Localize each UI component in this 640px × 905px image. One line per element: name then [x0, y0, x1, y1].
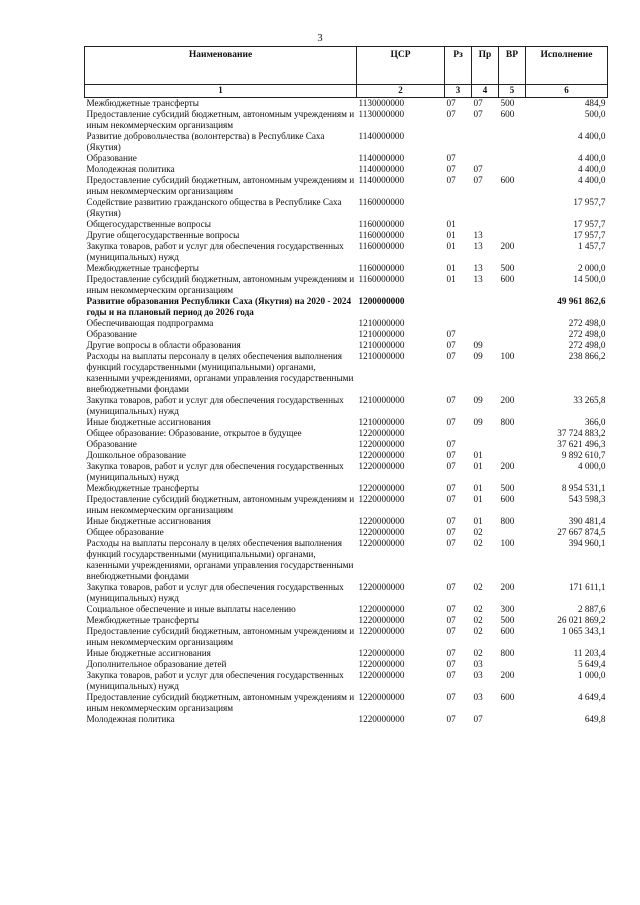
- table-row: [85, 153, 608, 164]
- row-pr: 13: [473, 274, 483, 284]
- row-rz: 07: [446, 670, 456, 680]
- row-csr: 1160000000: [358, 263, 405, 273]
- row-vr: [499, 659, 526, 670]
- row-vr: [499, 428, 526, 439]
- row-vr: [499, 164, 526, 175]
- row-rz: 01: [446, 241, 456, 251]
- row-pr: 02: [473, 615, 483, 625]
- table-row: [85, 230, 608, 241]
- row-csr: 1220000000: [358, 659, 405, 669]
- row-name: Обеспечивающая подпрограмма: [86, 318, 214, 328]
- row-amount: 37 724 883,2: [557, 428, 606, 438]
- row-amount: 4 400,0: [577, 164, 606, 174]
- row-name: Молодежная политика: [86, 164, 175, 174]
- table-row: [85, 604, 608, 615]
- row-name: Дополнительное образование детей: [86, 659, 227, 669]
- row-rz: 07: [446, 439, 456, 449]
- row-csr: 1220000000: [358, 714, 405, 724]
- row-vr: 200: [500, 670, 515, 680]
- column-number: 2: [357, 85, 445, 98]
- row-amount: 500,0: [584, 109, 606, 119]
- row-vr: [499, 714, 526, 725]
- row-pr: 02: [473, 604, 483, 614]
- row-name: Общее образование: [86, 527, 164, 537]
- row-name: Развитие добровольчества (волонтерства) в Республике Саха (Якутия): [86, 131, 325, 152]
- row-amount: 4 000,0: [577, 461, 606, 471]
- table-row: [85, 648, 608, 659]
- table-row: [85, 439, 608, 450]
- table-row: [85, 241, 608, 263]
- row-csr: 1220000000: [358, 516, 405, 526]
- table-row: [85, 340, 608, 351]
- row-vr: 200: [500, 582, 515, 592]
- header-csr: ЦСР: [357, 47, 445, 85]
- row-vr: 800: [500, 516, 515, 526]
- row-rz: 07: [446, 626, 456, 636]
- row-name: Иные бюджетные ассигнования: [86, 516, 211, 526]
- row-rz: 07: [446, 175, 456, 185]
- row-pr: 07: [473, 109, 483, 119]
- row-csr: 1160000000: [358, 219, 405, 229]
- row-pr: 03: [473, 692, 483, 702]
- row-rz: 07: [446, 417, 456, 427]
- row-name: Закупка товаров, работ и услуг для обеспечения государственных (муниципальных) нужд: [86, 582, 344, 603]
- row-csr: 1220000000: [358, 428, 405, 438]
- table-row: [85, 131, 608, 153]
- table-row: [85, 516, 608, 527]
- row-rz: 07: [445, 98, 472, 110]
- row-csr: 1200000000: [358, 296, 405, 306]
- row-csr: 1130000000: [358, 109, 405, 119]
- row-amount: 17 957,7: [573, 230, 606, 240]
- row-name: Предоставление субсидий бюджетным, автономным учреждениям и иным некоммерческим организациям: [86, 274, 355, 295]
- row-name: Другие общегосударственные вопросы: [86, 230, 240, 240]
- table-row: [85, 692, 608, 714]
- row-pr: 02: [473, 527, 483, 537]
- row-pr: 07: [473, 714, 483, 724]
- row-rz: 01: [446, 219, 456, 229]
- row-csr: 1130000000: [357, 98, 445, 110]
- row-rz: 07: [446, 582, 456, 592]
- table-row: [85, 450, 608, 461]
- row-name: Образование: [86, 153, 137, 163]
- row-amount: 2 887,6: [577, 604, 606, 614]
- row-vr: 500: [500, 615, 515, 625]
- row-amount: 9 892 610,7: [561, 450, 606, 460]
- row-name: Другие вопросы в области образования: [86, 340, 241, 350]
- row-rz: 07: [446, 395, 456, 405]
- row-rz: 01: [446, 263, 456, 273]
- row-vr: 300: [500, 604, 515, 614]
- row-vr: [499, 197, 526, 219]
- row-vr: [499, 296, 526, 318]
- table-row: [85, 461, 608, 483]
- table-body: [85, 98, 608, 726]
- row-name: Расходы на выплаты персоналу в целях обеспечения выполнения функций государственными (муниципальными) органами, казенными учреждениями, органами управления государственными внебюджетными фондами: [86, 538, 354, 581]
- row-name: Предоставление субсидий бюджетным, автономным учреждениям и иным некоммерческим организациям: [86, 109, 355, 130]
- row-csr: 1220000000: [358, 483, 405, 493]
- row-rz: 07: [446, 329, 456, 339]
- row-vr: 200: [500, 395, 515, 405]
- row-pr: [472, 131, 499, 153]
- row-name: Общее образование: Образование, открытое в будущее: [86, 428, 302, 438]
- row-rz: 07: [446, 164, 456, 174]
- column-number: 5: [499, 85, 526, 98]
- row-name: Содействие развитию гражданского общества в Республике Саха (Якутия): [86, 197, 342, 218]
- row-rz: 07: [446, 615, 456, 625]
- row-name: Закупка товаров, работ и услуг для обеспечения государственных (муниципальных) нужд: [86, 461, 344, 482]
- row-rz: 07: [446, 450, 456, 460]
- row-amount: 238 866,2: [568, 351, 606, 361]
- table-row: [85, 263, 608, 274]
- row-vr: 600: [500, 494, 515, 504]
- header-name: Наименование: [85, 47, 357, 85]
- row-vr: [499, 153, 526, 164]
- row-csr: 1220000000: [358, 582, 405, 592]
- row-pr: 09: [473, 417, 483, 427]
- row-pr: 13: [473, 263, 483, 273]
- table-row: [85, 395, 608, 417]
- row-pr: [472, 219, 499, 230]
- row-csr: 1210000000: [358, 318, 405, 328]
- row-pr: 09: [473, 395, 483, 405]
- row-pr: 09: [473, 340, 483, 350]
- row-amount: 33 265,8: [573, 395, 606, 405]
- row-amount: 394 960,1: [568, 538, 606, 548]
- row-amount: 4 400,0: [577, 131, 606, 141]
- row-amount: 27 667 874,5: [557, 527, 606, 537]
- header-pr: Пр: [472, 47, 499, 85]
- row-rz: 07: [446, 109, 456, 119]
- table-row: [85, 109, 608, 131]
- row-pr: 02: [473, 648, 483, 658]
- row-name: Развитие образования Республики Саха (Якутия) на 2020 - 2024 годы и на плановый период до 2026 года: [86, 296, 352, 317]
- row-pr: 01: [473, 483, 483, 493]
- table-row: [85, 527, 608, 538]
- row-amount: 1 457,7: [577, 241, 606, 251]
- row-amount: 543 598,3: [568, 494, 606, 504]
- row-pr: 01: [473, 461, 483, 471]
- row-amount: 484,9: [526, 98, 608, 110]
- row-name: Дошкольное образование: [86, 450, 186, 460]
- budget-table: [84, 46, 608, 725]
- row-name: Молодежная политика: [86, 714, 175, 724]
- row-rz: 07: [446, 351, 456, 361]
- row-csr: 1220000000: [358, 527, 405, 537]
- table-row: [85, 197, 608, 219]
- row-vr: [499, 329, 526, 340]
- row-amount: 2 000,0: [577, 263, 606, 273]
- table-row: [85, 428, 608, 439]
- row-csr: 1210000000: [358, 417, 405, 427]
- row-pr: 02: [473, 626, 483, 636]
- row-amount: 14 500,0: [573, 274, 606, 284]
- row-csr: 1220000000: [358, 615, 405, 625]
- table-row: [85, 670, 608, 692]
- table-row: [85, 417, 608, 428]
- row-name: Межбюджетные трансферты: [86, 483, 199, 493]
- row-vr: [499, 450, 526, 461]
- row-rz: 01: [446, 230, 456, 240]
- row-pr: 13: [473, 230, 483, 240]
- table-row: [85, 659, 608, 670]
- row-amount: 26 021 869,2: [557, 615, 606, 625]
- row-rz: [445, 197, 472, 219]
- row-pr: 13: [473, 241, 483, 251]
- row-csr: 1140000000: [358, 131, 405, 141]
- row-amount: 49 961 862,6: [557, 296, 606, 306]
- row-csr: 1220000000: [358, 604, 405, 614]
- row-pr: 07: [472, 98, 499, 110]
- row-vr: 200: [500, 241, 515, 251]
- row-name: Закупка товаров, работ и услуг для обеспечения государственных (муниципальных) нужд: [86, 395, 344, 416]
- row-csr: 1220000000: [358, 692, 405, 702]
- row-pr: 02: [473, 538, 483, 548]
- row-amount: 17 957,7: [573, 197, 606, 207]
- table-row: [85, 175, 608, 197]
- row-csr: 1220000000: [358, 450, 405, 460]
- row-rz: 07: [446, 659, 456, 669]
- row-rz: 07: [446, 538, 456, 548]
- row-vr: 800: [500, 648, 515, 658]
- column-number: 4: [472, 85, 499, 98]
- header-amount: Исполнение: [526, 47, 608, 85]
- row-amount: 272 498,0: [568, 318, 606, 328]
- row-pr: 09: [473, 351, 483, 361]
- row-vr: [499, 439, 526, 450]
- row-rz: [445, 428, 472, 439]
- row-vr: 600: [500, 109, 515, 119]
- row-amount: 1 065 343,1: [561, 626, 606, 636]
- row-name: Образование: [86, 329, 137, 339]
- row-csr: 1160000000: [358, 197, 405, 207]
- table-row: [85, 494, 608, 516]
- row-rz: 01: [446, 274, 456, 284]
- table-row: [85, 219, 608, 230]
- row-name: Межбюджетные трансферты: [86, 263, 199, 273]
- row-rz: 07: [446, 494, 456, 504]
- row-rz: [445, 131, 472, 153]
- row-pr: [472, 197, 499, 219]
- row-vr: [499, 219, 526, 230]
- row-name: Предоставление субсидий бюджетным, автономным учреждениям и иным некоммерческим организациям: [86, 692, 355, 713]
- row-vr: 500: [500, 483, 515, 493]
- row-pr: 01: [473, 494, 483, 504]
- table-row: [85, 329, 608, 340]
- row-rz: 07: [446, 604, 456, 614]
- row-csr: 1210000000: [358, 395, 405, 405]
- row-csr: 1220000000: [358, 648, 405, 658]
- row-vr: 100: [500, 351, 515, 361]
- row-amount: 1 000,0: [577, 670, 606, 680]
- row-vr: 600: [500, 175, 515, 185]
- header-vr: ВР: [499, 47, 526, 85]
- row-pr: 02: [473, 582, 483, 592]
- row-rz: 07: [446, 516, 456, 526]
- row-vr: 500: [500, 263, 515, 273]
- table-row: [85, 483, 608, 494]
- column-number: 6: [526, 85, 608, 98]
- row-pr: 01: [473, 516, 483, 526]
- row-pr: [472, 296, 499, 318]
- row-rz: [445, 318, 472, 329]
- row-amount: 4 649,4: [577, 692, 606, 702]
- row-csr: 1210000000: [358, 340, 405, 350]
- row-name: Образование: [86, 439, 137, 449]
- row-pr: [472, 329, 499, 340]
- row-name: Социальное обеспечение и иные выплаты населению: [86, 604, 296, 614]
- row-pr: 01: [473, 450, 483, 460]
- row-rz: 07: [446, 648, 456, 658]
- row-name: Предоставление субсидий бюджетным, автономным учреждениям и иным некоммерческим организациям: [86, 626, 355, 647]
- row-pr: 07: [473, 175, 483, 185]
- row-rz: 07: [446, 153, 456, 163]
- row-rz: 07: [446, 461, 456, 471]
- row-rz: [445, 296, 472, 318]
- row-amount: 5 649,4: [577, 659, 606, 669]
- table-row: [85, 615, 608, 626]
- row-amount: 4 400,0: [577, 153, 606, 163]
- column-number: 1: [85, 85, 357, 98]
- header-rz: Рз: [445, 47, 472, 85]
- row-amount: 649,8: [584, 714, 606, 724]
- row-vr: 600: [500, 692, 515, 702]
- table-row: [85, 98, 608, 110]
- row-pr: 03: [473, 670, 483, 680]
- row-vr: 800: [500, 417, 515, 427]
- page-number: 3: [317, 33, 323, 44]
- row-csr: 1220000000: [358, 538, 405, 548]
- row-rz: 07: [446, 692, 456, 702]
- table-row: [85, 318, 608, 329]
- row-amount: 4 400,0: [577, 175, 606, 185]
- row-amount: 8 954 531,1: [561, 483, 606, 493]
- row-amount: 171 611,1: [569, 582, 606, 592]
- row-name: Межбюджетные трансферты: [86, 615, 199, 625]
- row-csr: 1220000000: [358, 439, 405, 449]
- row-csr: 1140000000: [358, 175, 405, 185]
- row-csr: 1220000000: [358, 494, 405, 504]
- table-row: [85, 164, 608, 175]
- row-amount: 11 203,4: [573, 648, 606, 658]
- row-amount: 390 481,4: [568, 516, 606, 526]
- row-vr: [499, 340, 526, 351]
- row-vr: [499, 527, 526, 538]
- row-vr: [499, 230, 526, 241]
- row-name: Иные бюджетные ассигнования: [86, 648, 211, 658]
- row-csr: 1140000000: [358, 153, 405, 163]
- row-csr: 1210000000: [358, 329, 405, 339]
- table-row: [85, 538, 608, 582]
- row-csr: 1160000000: [358, 230, 405, 240]
- row-pr: [472, 428, 499, 439]
- row-amount: 272 498,0: [568, 340, 606, 350]
- row-name: Закупка товаров, работ и услуг для обеспечения государственных (муниципальных) нужд: [86, 241, 344, 262]
- row-pr: 03: [473, 659, 483, 669]
- row-rz: 07: [446, 527, 456, 537]
- row-amount: 37 621 496,3: [557, 439, 606, 449]
- row-csr: 1140000000: [358, 164, 405, 174]
- row-vr: 100: [500, 538, 515, 548]
- row-csr: 1220000000: [358, 670, 405, 680]
- row-vr: 500: [499, 98, 526, 110]
- row-csr: 1220000000: [358, 626, 405, 636]
- row-rz: 07: [446, 483, 456, 493]
- table-row: [85, 582, 608, 604]
- column-number: 3: [445, 85, 472, 98]
- row-csr: 1220000000: [358, 461, 405, 471]
- row-vr: 200: [500, 461, 515, 471]
- row-amount: 272 498,0: [568, 329, 606, 339]
- row-pr: [472, 153, 499, 164]
- row-name: Предоставление субсидий бюджетным, автономным учреждениям и иным некоммерческим организациям: [86, 494, 355, 515]
- row-name: Межбюджетные трансферты: [85, 98, 357, 110]
- row-pr: 07: [473, 164, 483, 174]
- row-name: Расходы на выплаты персоналу в целях обеспечения выполнения функций государственными (муниципальными) органами, казенными учреждениями, органами управления государственными внебюджетными фондами: [86, 351, 354, 394]
- row-rz: 07: [446, 340, 456, 350]
- table-row: [85, 626, 608, 648]
- row-vr: 600: [500, 626, 515, 636]
- table-row: [85, 296, 608, 318]
- row-pr: [472, 318, 499, 329]
- row-name: Предоставление субсидий бюджетным, автономным учреждениям и иным некоммерческим организациям: [86, 175, 355, 196]
- row-csr: 1160000000: [358, 274, 405, 284]
- table-row: [85, 351, 608, 395]
- table-row: [85, 274, 608, 296]
- row-amount: 366,0: [584, 417, 606, 427]
- row-name: Иные бюджетные ассигнования: [86, 417, 211, 427]
- row-vr: 600: [500, 274, 515, 284]
- row-name: Закупка товаров, работ и услуг для обеспечения государственных (муниципальных) нужд: [86, 670, 344, 691]
- row-csr: 1160000000: [358, 241, 405, 251]
- table-header: [85, 47, 608, 98]
- table-row: [85, 714, 608, 725]
- row-csr: 1210000000: [358, 351, 405, 361]
- row-pr: [472, 439, 499, 450]
- row-name: Общегосударственные вопросы: [86, 219, 211, 229]
- row-vr: [499, 318, 526, 329]
- row-vr: [499, 131, 526, 153]
- row-amount: 17 957,7: [573, 219, 606, 229]
- row-rz: 07: [446, 714, 456, 724]
